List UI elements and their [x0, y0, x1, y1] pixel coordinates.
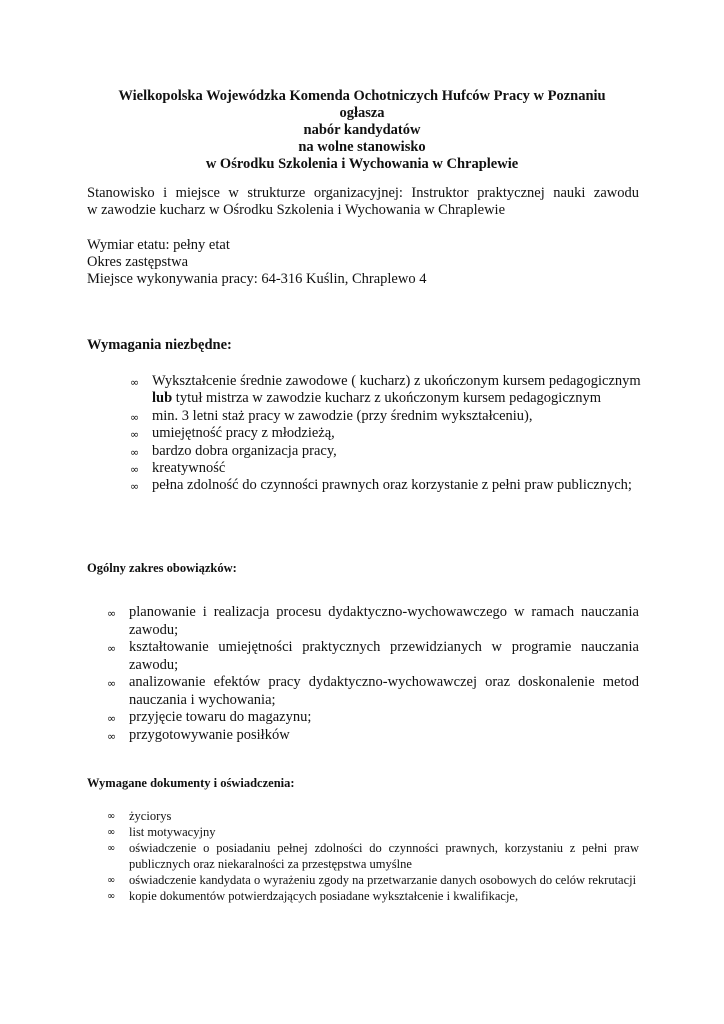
infinity-bullet-icon: ∞ [130, 463, 140, 477]
header-recruitment: nabór kandydatów [303, 122, 421, 138]
work-place: Miejsce wykonywania pracy: 64-316 Kuślin, Chraplewo 4 [87, 271, 427, 287]
list-item: ∞ analizowanie efektów pracy dydaktyczno-wychowawczej oraz doskonalenie metod nauczania i wychowania; [107, 674, 639, 708]
infinity-bullet-icon: ∞ [107, 677, 117, 690]
header-vacancy: na wolne stanowisko [298, 139, 426, 155]
documents-list [107, 808, 639, 905]
list-item: ∞ min. 3 letni staż pracy w zawodzie (przy średnim wykształceniu), [130, 408, 650, 425]
list-item: ∞ list motywacyjny [107, 824, 639, 840]
work-hours: Wymiar etatu: pełny etat [87, 237, 230, 253]
details-paragraph [87, 237, 639, 288]
duties-list [107, 604, 639, 744]
infinity-bullet-icon: ∞ [107, 843, 116, 855]
duties-heading: Ogólny zakres obowiązków: [87, 561, 237, 575]
infinity-bullet-icon: ∞ [130, 376, 140, 389]
position-paragraph [87, 185, 639, 219]
infinity-bullet-icon: ∞ [107, 642, 117, 655]
requirement-education: Wykształcenie średnie zawodowe ( kucharz) z ukończonym kursem pedagogicznym lub tytuł mistrza w zawodzie kucharz z ukończonym kursem pedagogicznym [152, 373, 641, 407]
list-item: ∞ życiorys [107, 808, 639, 824]
list-item [130, 373, 650, 408]
list-item: ∞ bardzo dobra organizacja pracy, [130, 443, 650, 460]
infinity-bullet-icon: ∞ [130, 480, 140, 494]
position-line-1: Stanowisko i miejsce w strukturze organizacyjnej: Instruktor praktycznej nauki zawodu [87, 185, 639, 201]
infinity-bullet-icon: ∞ [107, 729, 117, 743]
position-line-2: w zawodzie kucharz w Ośrodku Szkolenia i Wychowania w Chraplewie [87, 202, 506, 218]
header-organization: Wielkopolska Wojewódzka Komenda Ochotniczych Hufców Pracy w Poznaniu [118, 88, 606, 104]
employment-period: Okres zastępstwa [87, 254, 189, 270]
announcement-header [60, 88, 664, 173]
requirements-heading: Wymagania niezbędne: [87, 337, 232, 353]
header-location: w Ośrodku Szkolenia i Wychowania w Chraplewie [205, 156, 519, 172]
infinity-bullet-icon: ∞ [107, 607, 117, 620]
list-item: ∞ umiejętność pracy z młodzieżą, [130, 425, 650, 442]
list-item: ∞ oświadczenie o posiadaniu pełnej zdolności do czynności prawnych, korzystaniu z pełni praw publicznych oraz niekaralności za przestępstwa umyślne [107, 841, 639, 872]
list-item: ∞ oświadczenie kandydata o wyrażeniu zgody na przetwarzanie danych osobowych do celów rekrutacji [107, 872, 639, 888]
infinity-bullet-icon: ∞ [130, 445, 140, 459]
infinity-bullet-icon: ∞ [107, 891, 116, 903]
requirements-list [130, 373, 650, 495]
header-announces: ogłasza [339, 105, 385, 121]
list-item: ∞ przygotowywanie posiłków [107, 727, 639, 745]
infinity-bullet-icon: ∞ [107, 827, 116, 839]
list-item: ∞ kopie dokumentów potwierdzających posiadane wykształcenie i kwalifikacje, [107, 888, 639, 904]
infinity-bullet-icon: ∞ [130, 428, 140, 442]
list-item: ∞ kreatywność [130, 460, 650, 477]
infinity-bullet-icon: ∞ [130, 410, 140, 424]
documents-heading: Wymagane dokumenty i oświadczenia: [87, 776, 295, 790]
list-item: ∞ planowanie i realizacja procesu dydaktyczno-wychowawczego w ramach nauczania zawodu; [107, 604, 639, 638]
infinity-bullet-icon: ∞ [107, 811, 116, 822]
list-item: ∞ przyjęcie towaru do magazynu; [107, 709, 639, 727]
infinity-bullet-icon: ∞ [107, 712, 117, 725]
infinity-bullet-icon: ∞ [107, 875, 116, 887]
list-item: ∞ kształtowanie umiejętności praktycznych przewidzianych w programie nauczania zawodu; [107, 639, 639, 673]
list-item: ∞ pełna zdolność do czynności prawnych oraz korzystanie z pełni praw publicznych; [130, 477, 650, 494]
